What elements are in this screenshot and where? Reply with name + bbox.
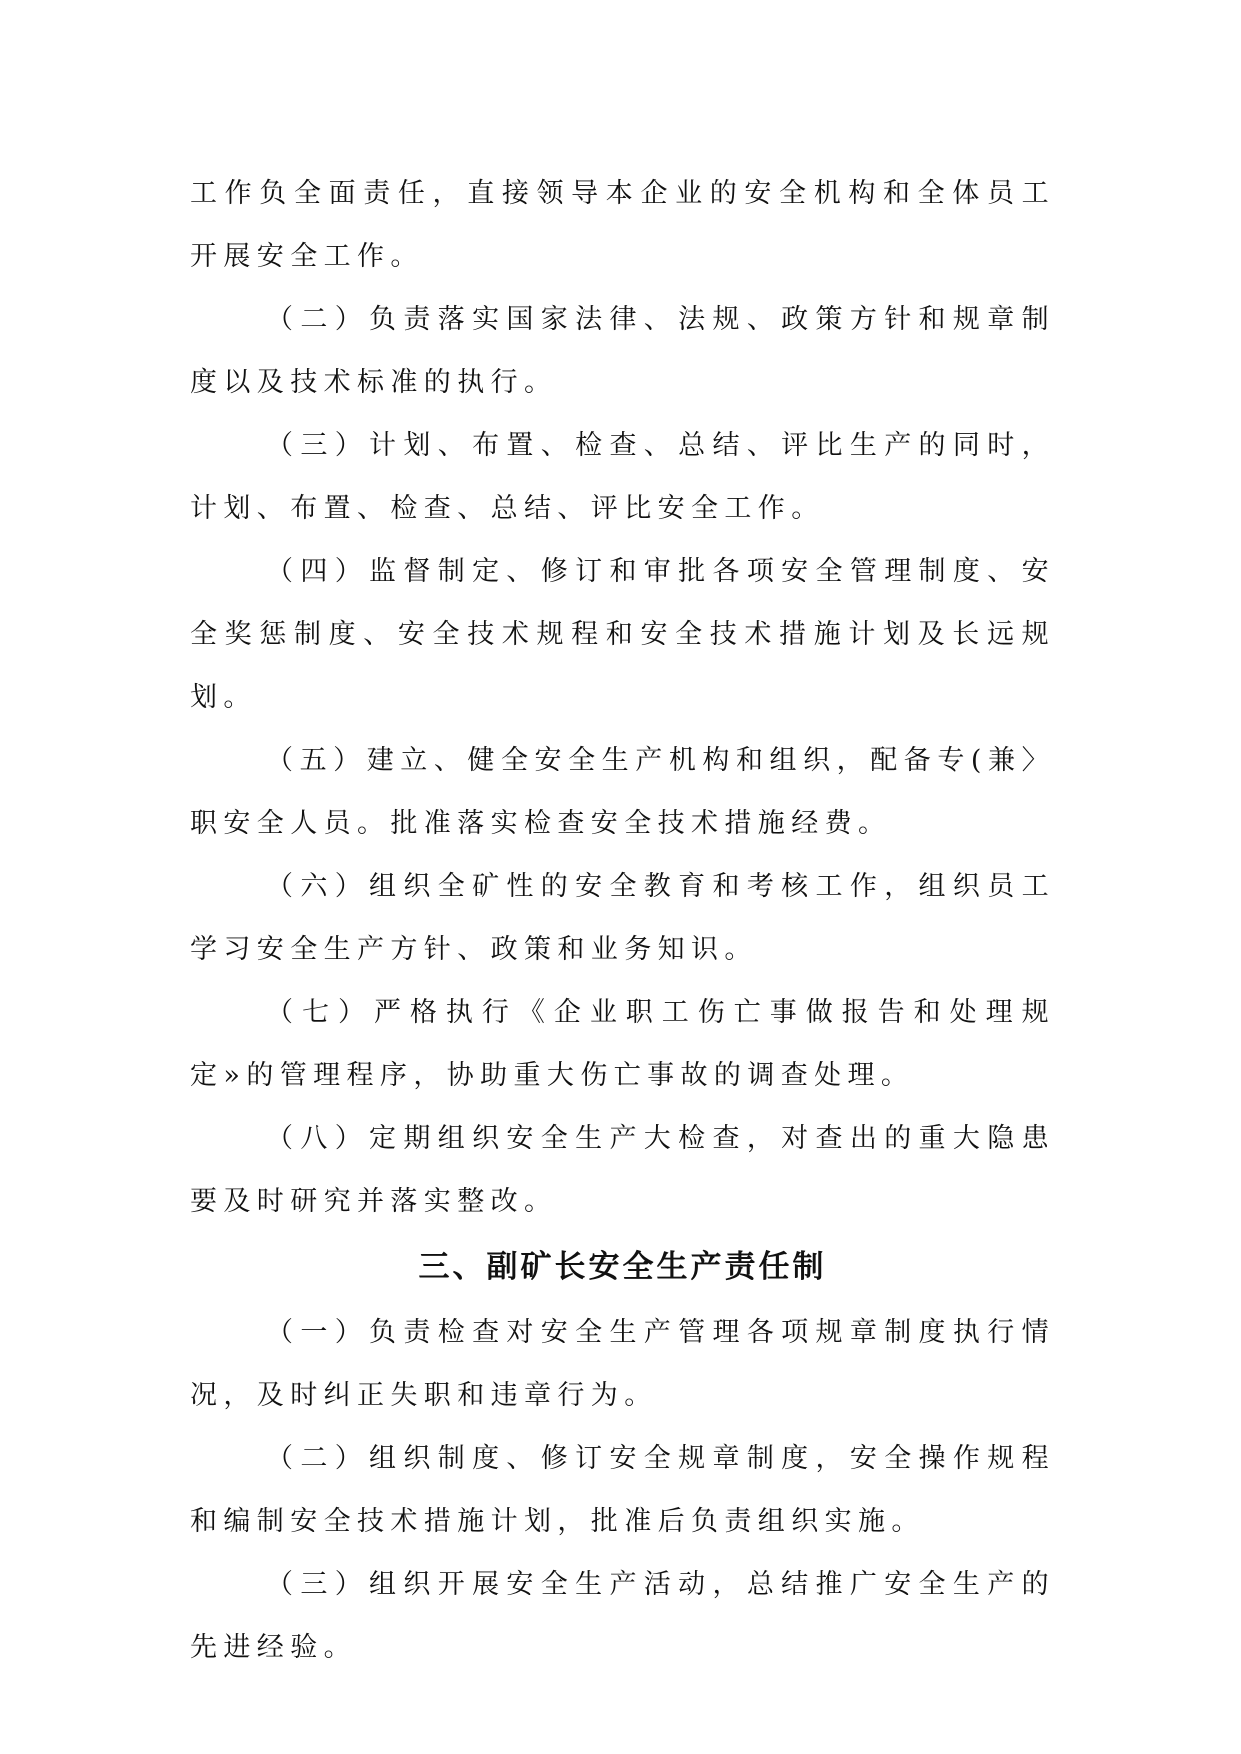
paragraph-item-6: （六）组织全矿性的安全教育和考核工作，组织员工学习安全生产方针、政策和业务知识。 [190,871,1055,965]
paragraph-item-7: （七）严格执行《企业职工伤亡事做报告和处理规定»的管理程序，协助重大伤亡事故的调查处理。 [190,997,1055,1091]
paragraph-item-3: （三）计划、布置、检查、总结、评比生产的同时，计划、布置、检查、总结、评比安全工作。 [190,430,1055,524]
section-paragraph-2: （二）组织制度、修订安全规章制度，安全操作规程和编制安全技术措施计划，批准后负责组织实施。 [190,1443,1055,1537]
paragraph-continuation: 工作负全面责任，直接领导本企业的安全机构和全体员工开展安全工作。 [190,178,1055,272]
section-paragraph-3: （三）组织开展安全生产活动，总结推广安全生产的先进经验。 [190,1569,1055,1663]
section-heading: 三、副矿长安全生产责任制 [418,1249,827,1285]
paragraph-item-4: （四）监督制定、修订和审批各项安全管理制度、安全奖惩制度、安全技术规程和安全技术措施计划及长远规划。 [190,556,1055,713]
document-body [190,162,1055,1679]
paragraph-item-5: （五）建立、健全安全生产机构和组织，配备专(兼〉职安全人员。批准落实检查安全技术措施经费。 [190,745,1055,839]
paragraph-item-2: （二）负责落实国家法律、法规、政策方针和规章制度以及技术标准的执行。 [190,304,1055,398]
section-paragraph-1: （一）负责检查对安全生产管理各项规章制度执行情况，及时纠正失职和违章行为。 [190,1317,1055,1411]
paragraph-item-8: （八）定期组织安全生产大检查，对查出的重大隐患要及时研究并落实整改。 [190,1123,1055,1217]
